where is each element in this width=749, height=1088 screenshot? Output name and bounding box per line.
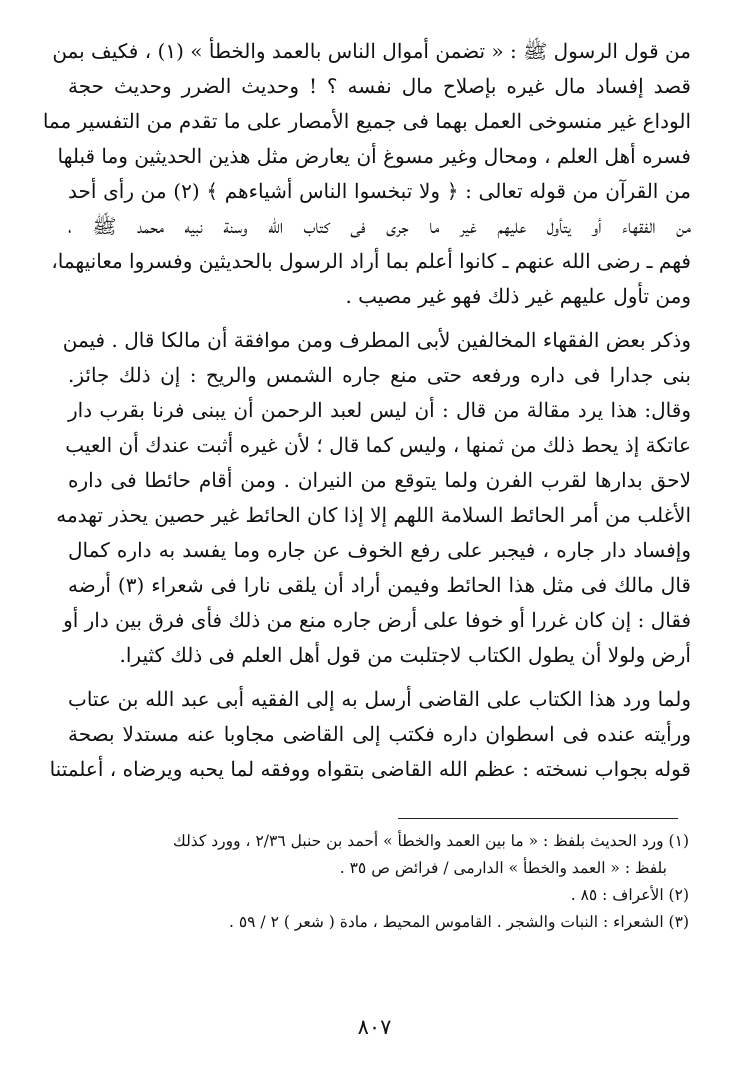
paragraph-2: [56, 323, 691, 673]
text-line: قوله بجواب نسخته : عظم الله القاضى بتقواه ووفقه لما يحبه ويرضاه ، أعلمتنا: [49, 757, 691, 781]
text-line: قال مالك فى مثل هذا الحائط وفيمن أراد أن يلقى نارا فى شعراء (٣) أرضه: [68, 573, 691, 597]
footnotes: [60, 828, 689, 936]
text-line: الوداع غير منسوخى العمل بهما فى جميع الأمصار على ما تقدم من التفسير مما: [42, 109, 691, 133]
text-line: لاحق بدارها لقرب الفرن ولما يتوقع من النيران . ومن أقام حائطا فى داره: [68, 468, 691, 492]
paragraph-3: [49, 682, 692, 787]
footnote-separator: [398, 818, 678, 819]
footnote-2: (٢) الأعراف : ٨٥ .: [570, 886, 689, 904]
text-line: الأغلب من أمر الحائط السلامة اللهم إلا إذا كان الحائط غير حصين يحذر تهدمه: [56, 503, 691, 527]
text-line: وقال: هذا يرد مقالة من قال : أن ليس لعبد الرحمن أن يبنى فرنا بقرب دار: [68, 398, 691, 422]
text-line: ورأيته عنده فى اسطوان داره فكتب إلى القاضى مجاوبا عنه مستدلا بصحة: [68, 722, 692, 746]
text-line: ولما ورد هذا الكتاب على القاضى أرسل به إلى الفقيه أبى عبد الله بن عتاب: [68, 687, 691, 711]
text-line: فسره أهل العلم ، ومحال وغير مسوغ أن يعارض مثل هذين الحديثين وما قبلها: [57, 144, 691, 168]
text-line: من الفقهاء أو يتأول عليهم غير ما جرى فى كتاب الله وسنة نبيه محمد ﷺ ،: [68, 214, 691, 238]
text-line: من قول الرسول ﷺ : « تضمن أموال الناس بالعمد والخطأ » (١) ، فكيف بمن: [52, 39, 691, 63]
footnote-1-continuation: بلفظ : « العمد والخطأ » الدارمى / فرائض ص ٣٥ .: [339, 859, 667, 877]
footnote-3: (٣) الشعراء : النبات والشجر . القاموس المحيط ، مادة ( شعر ) ٢ / ٥٩ .: [228, 913, 689, 931]
text-line: أرض ولولا أن يطول الكتاب لاجتلبت من قول أهل العلم فى ذلك كثيرا.: [119, 643, 691, 667]
text-line: فقال : إن كان غررا أو خوفا على أرض جاره منع من ذلك فأى فرق بين دار أو: [63, 608, 691, 632]
paragraph-1: [42, 34, 691, 314]
text-line: قصد إفساد مال غيره بإصلاح مال نفسه ؟ ! وحديث الضرر وحديث حجة: [68, 74, 691, 98]
text-line: فهم ـ رضى الله عنهم ـ كانوا أعلم بما أراد الرسول بالحديثين وفسروا معانيهما،: [51, 249, 691, 273]
body-text: [42, 34, 692, 796]
text-line: عاتكة إذ يحط ذلك من ثمنها ، وليس كما قال ؛ لأن غيره أثبت عندك أن العيب: [65, 433, 691, 457]
text-line: من القرآن من قوله تعالى : ﴿ ولا تبخسوا الناس أشياءهم ﴾ (٢) من رأى أحد: [68, 179, 691, 203]
text-line: بنى جدارا فى داره ورفعه حتى منع جاره الشمس والريح : إن ذلك جائز.: [68, 363, 691, 387]
text-line: وذكر بعض الفقهاء المخالفين لأبى المطرف ومن موافقة أن مالكا قال . فيمن: [62, 328, 691, 352]
footnote-1: (١) ورد الحديث بلفظ : « ما بين العمد والخطأ » أحمد بن حنبل ٢/٣٦ ، وورد كذلك: [173, 832, 689, 850]
text-line: ومن تأول عليهم غير ذلك فهو غير مصيب .: [345, 284, 691, 308]
page-number: ٨٠٧: [357, 1015, 392, 1039]
text-line: وإفساد دار جاره ، فيجبر على رفع الخوف عن جاره وما يفسد به داره كمال: [68, 538, 691, 562]
